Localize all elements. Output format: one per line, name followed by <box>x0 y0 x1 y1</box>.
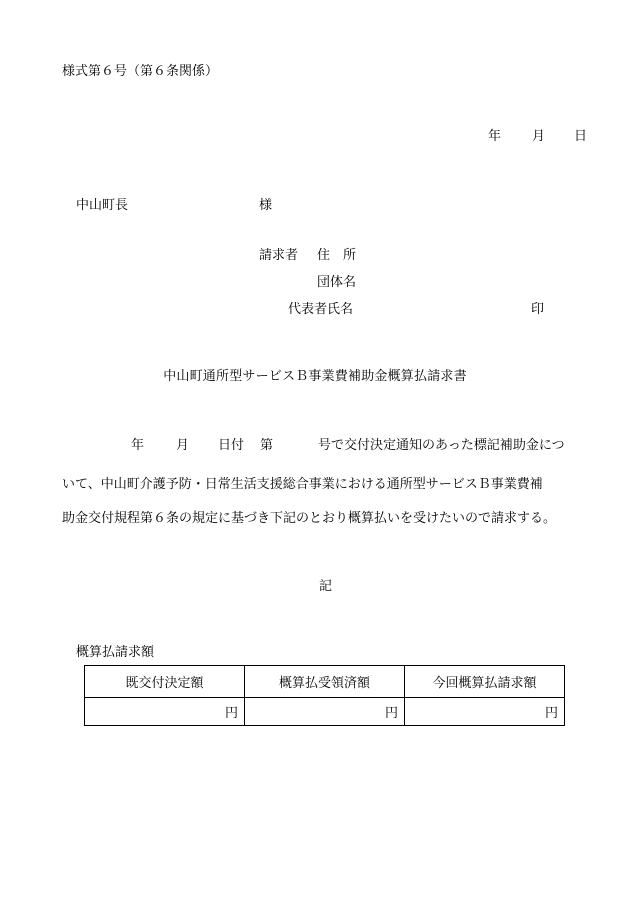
amount-table-value-row <box>85 698 565 726</box>
ki-heading: 記 <box>319 579 333 594</box>
date-month-label: 月 <box>532 129 546 144</box>
form-number: 様式第６号（第６条関係） <box>62 64 219 79</box>
addressee-name: 中山町長 <box>76 198 129 213</box>
seal-mark: 印 <box>531 302 545 317</box>
body-line-1: 号で交付決定通知のあった標記補助金につ <box>318 438 565 453</box>
header-current-request: 今回概算払請求額 <box>405 666 565 698</box>
date-year-label: 年 <box>488 129 502 144</box>
body-year-label: 年 <box>131 438 145 453</box>
header-already-decided: 既交付決定額 <box>85 666 245 698</box>
cell-already-decided: 円 <box>85 698 245 726</box>
amount-section-label: 概算払請求額 <box>76 645 155 660</box>
requester-group-label: 団体名 <box>317 275 357 290</box>
header-already-received: 概算払受領済額 <box>245 666 405 698</box>
body-number-label: 第 <box>260 438 274 453</box>
cell-already-received: 円 <box>245 698 405 726</box>
cell-current-request: 円 <box>405 698 565 726</box>
body-month-label: 月 <box>176 438 190 453</box>
addressee-honorific: 様 <box>259 198 273 213</box>
amount-table-header-row <box>85 666 565 698</box>
requester-address-label: 住 所 <box>317 248 357 263</box>
document-title: 中山町通所型サービスＢ事業費補助金概算払請求書 <box>163 369 467 384</box>
requester-label: 請求者 <box>259 248 299 263</box>
date-day-label: 日 <box>574 129 588 144</box>
amount-table <box>84 665 565 726</box>
body-day-label: 日付 <box>218 438 245 453</box>
body-line-2: いて、中山町介護予防・日常生活支援総合事業における通所型サービスＢ事業費補 <box>62 477 543 492</box>
body-line-3: 助金交付規程第６条の規定に基づき下記のとおり概算払いを受けたいので請求する。 <box>62 511 557 526</box>
requester-representative-label: 代表者氏名 <box>288 302 354 317</box>
